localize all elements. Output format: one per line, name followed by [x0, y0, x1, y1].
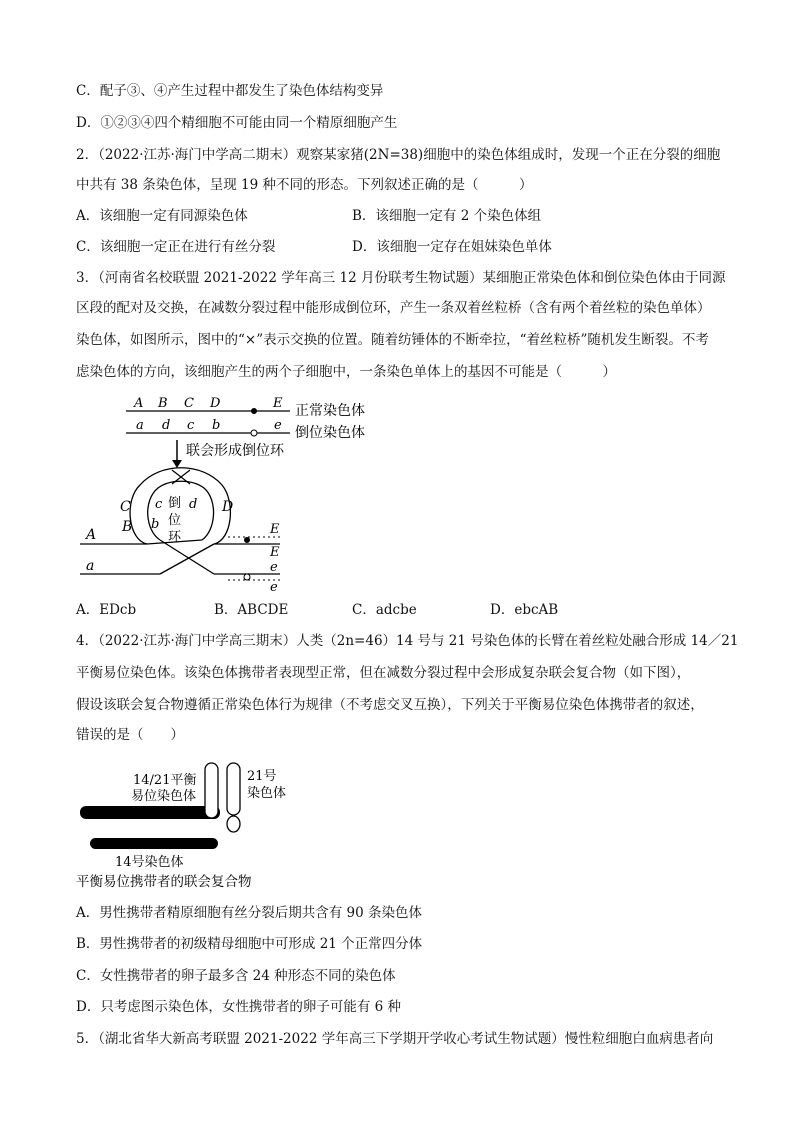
loop-label-D: D — [222, 499, 234, 515]
balanced-label-1: 14/21平衡 — [133, 773, 197, 788]
synapsis-arrow-label: 联会形成倒位环 — [186, 443, 284, 459]
right-centromere-filled — [244, 537, 250, 543]
gene-A: A — [134, 396, 144, 411]
q4-option-c: C．女性携带者的卵子最多含 24 种形态不同的染色体 — [76, 968, 396, 984]
gene-b: b — [212, 418, 221, 433]
balanced-chromosome-bar — [80, 806, 220, 819]
gene-D: D — [210, 396, 221, 411]
loop-text-3: 环 — [168, 530, 182, 545]
q3-stem-line1: 3．（河南省名校联盟 2021-2022 学年高三 12 月份联考生物试题）某细胞正常染色体和倒位染色体由于同源 — [76, 270, 726, 286]
prev-option-c: C．配子③、④产生过程中都发生了染色体结构变异 — [76, 83, 384, 99]
chr21-label-2: 染色体 — [247, 786, 287, 801]
gene-d: d — [162, 418, 171, 433]
gene-E: E — [273, 396, 283, 411]
q4-option-d: D．只考虑图示染色体，女性携带者的卵子可能有 6 种 — [76, 999, 401, 1015]
q3-stem-line3: 染色体，如图所示，图中的“×”表示交换的位置。随着纺锤体的不断牵拉，“着丝粒桥”随机发生断裂。不考 — [76, 332, 709, 348]
bottom-cross-2 — [147, 540, 214, 574]
balanced-chromosome-vertical — [205, 763, 218, 818]
inverted-centromere — [251, 430, 257, 436]
loop-text-2: 位 — [168, 513, 182, 528]
loop-label-C: C — [120, 499, 131, 515]
left-label-a: a — [86, 558, 95, 574]
gene-e: e — [274, 418, 282, 433]
gene-a: a — [136, 418, 144, 433]
inverted-chromosome-label: 倒位染色体 — [295, 425, 365, 441]
chromosome-21-long — [227, 763, 240, 815]
prev-option-d: D．①②③④四个精细胞不可能由同一个精原细胞产生 — [76, 115, 398, 131]
inner-label-b: b — [151, 517, 160, 532]
right-label-e2: e — [270, 580, 278, 595]
q2-option-b: B．该细胞一定有 2 个染色体组 — [352, 208, 542, 224]
q3-option-a: A．EDcb — [76, 602, 137, 618]
q4-option-a: A．男性携带者精原细胞有丝分裂后期共含有 90 条染色体 — [76, 905, 423, 921]
gene-C: C — [184, 396, 194, 411]
gene-B: B — [158, 396, 168, 411]
normal-chromosome-label: 正常染色体 — [295, 403, 365, 419]
q3-option-c: C．adcbe — [352, 602, 417, 618]
q2-option-a: A．该细胞一定有同源染色体 — [76, 208, 248, 224]
chr21-label-1: 21号 — [247, 769, 277, 784]
chr14-label: 14号染色体 — [115, 855, 184, 870]
q4-option-b: B．男性携带者的初级精母细胞中可形成 21 个正常四分体 — [76, 936, 423, 952]
loop-label-B: B — [122, 519, 133, 535]
right-label-E1: E — [270, 522, 280, 537]
translocation-complex-figure — [0, 755, 794, 890]
q4-stem-line2: 平衡易位染色体。该染色体携带者表现型正常，但在减数分裂过程中会形成复杂联会复合物（如下图）， — [76, 665, 691, 681]
q2-option-c: C．该细胞一定正在进行有丝分裂 — [76, 239, 276, 255]
q3-option-b: B．ABCDE — [214, 602, 289, 618]
left-label-A: A — [86, 527, 97, 543]
q4-stem-line4: 错误的是（ ） — [76, 727, 184, 743]
q3-stem-line4: 虑染色体的方向，该细胞产生的两个子细胞中，一条染色单体上的基因不可能是（ ） — [76, 364, 616, 380]
figure-caption: 平衡易位携带者的联会复合物 — [76, 874, 252, 890]
q4-stem-line3: 假设该联会复合物遵循正常染色体行为规律（不考虑交叉互换），下列关于平衡易位染色体携带者的叙述， — [76, 697, 704, 713]
q4-stem-line1: 4．（2022·江苏·海门中学高三期末）人类（2n=46）14 号与 21 号染色体的长臂在着丝粒处融合形成 14／21 — [76, 633, 739, 649]
inner-label-c: c — [155, 497, 163, 512]
inner-label-d: d — [189, 497, 198, 512]
right-centromere-open — [244, 574, 250, 580]
loop-text-1: 倒 — [168, 496, 182, 511]
normal-centromere — [251, 408, 257, 414]
q2-stem-line1: 2．（2022·江苏·海门中学高二期末）观察某家猪(2N=38)细胞中的染色体组成时，发现一个正在分裂的细胞 — [76, 147, 721, 163]
chromosome-14-bar — [90, 838, 218, 849]
q2-option-d: D．该细胞一定存在姐妹染色单体 — [352, 239, 552, 255]
q3-option-d: D．ebcAB — [490, 602, 559, 618]
inversion-loop-figure — [0, 390, 794, 595]
synapsis-arrow-head — [172, 460, 182, 468]
q3-stem-line2: 区段的配对及交换，在减数分裂过程中能形成倒位环，产生一条双着丝粒桥（含有两个着丝粒的染色单体） — [76, 300, 711, 316]
q2-stem-line2: 中共有 38 条染色体，呈现 19 种不同的形态。下列叙述正确的是（ ） — [76, 177, 533, 193]
right-label-e1: e — [270, 560, 278, 575]
q5-stem-line1: 5．（湖北省华大新高考联盟 2021-2022 学年高三下学期开学收心考试生物试题）慢性粒细胞白血病患者向 — [76, 1031, 714, 1047]
chromosome-21-short — [227, 816, 240, 832]
right-label-E2: E — [270, 545, 280, 560]
gene-c: c — [187, 418, 195, 433]
balanced-label-2: 易位染色体 — [131, 789, 197, 804]
